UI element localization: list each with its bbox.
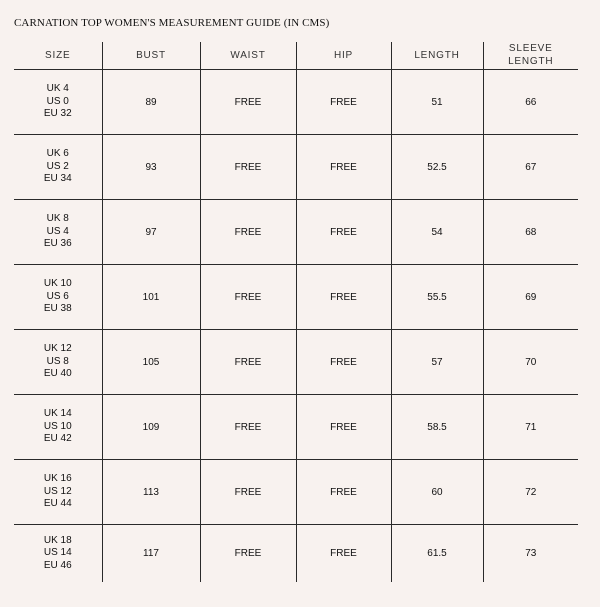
cell-hip: FREE <box>296 265 391 330</box>
cell-size <box>14 135 102 200</box>
cell-hip: FREE <box>296 525 391 583</box>
cell-size <box>14 265 102 330</box>
cell-sleeve: 70 <box>483 330 578 395</box>
header-hip: HIP <box>296 42 391 70</box>
table-row <box>14 135 578 200</box>
header-size: SIZE <box>14 42 102 70</box>
cell-sleeve: 72 <box>483 460 578 525</box>
cell-hip: FREE <box>296 460 391 525</box>
cell-waist: FREE <box>200 525 296 583</box>
cell-size <box>14 395 102 460</box>
guide-title: CARNATION TOP WOMEN'S MEASUREMENT GUIDE (IN CMS) <box>14 17 330 29</box>
size-uk: UK 18 <box>43 534 72 546</box>
size-uk: UK 14 <box>43 408 72 420</box>
size-uk: UK 10 <box>43 278 72 290</box>
header-bust: BUST <box>102 42 200 70</box>
size-eu: EU 32 <box>43 108 72 120</box>
table-row <box>14 200 578 265</box>
header-sleeve-length <box>483 42 578 70</box>
cell-waist: FREE <box>200 135 296 200</box>
size-us: US 6 <box>46 290 69 302</box>
table-row <box>14 265 578 330</box>
header-row <box>14 42 578 70</box>
cell-sleeve: 67 <box>483 135 578 200</box>
cell-length: 55.5 <box>391 265 483 330</box>
table-row <box>14 330 578 395</box>
cell-bust: 105 <box>102 330 200 395</box>
cell-waist: FREE <box>200 460 296 525</box>
size-eu: EU 40 <box>43 368 72 380</box>
cell-bust: 117 <box>102 525 200 583</box>
cell-length: 58.5 <box>391 395 483 460</box>
table-row <box>14 70 578 135</box>
cell-sleeve: 66 <box>483 70 578 135</box>
cell-bust: 97 <box>102 200 200 265</box>
size-uk: UK 4 <box>46 83 69 95</box>
cell-length: 51 <box>391 70 483 135</box>
table-body <box>14 70 578 583</box>
cell-size <box>14 460 102 525</box>
cell-waist: FREE <box>200 200 296 265</box>
size-eu: EU 42 <box>43 433 72 445</box>
size-us: US 10 <box>43 420 72 432</box>
cell-waist: FREE <box>200 330 296 395</box>
size-uk: UK 8 <box>46 213 69 225</box>
header-waist: WAIST <box>200 42 296 70</box>
cell-length: 61.5 <box>391 525 483 583</box>
size-us: US 14 <box>43 547 72 559</box>
header-length: LENGTH <box>391 42 483 70</box>
size-uk: UK 16 <box>43 473 72 485</box>
size-uk: UK 12 <box>43 343 72 355</box>
cell-size <box>14 200 102 265</box>
cell-size <box>14 330 102 395</box>
size-uk: UK 6 <box>46 148 69 160</box>
cell-waist: FREE <box>200 265 296 330</box>
cell-sleeve: 69 <box>483 265 578 330</box>
size-eu: EU 38 <box>43 303 72 315</box>
cell-bust: 109 <box>102 395 200 460</box>
table-row <box>14 525 578 583</box>
size-us: US 0 <box>46 95 69 107</box>
cell-hip: FREE <box>296 200 391 265</box>
table-row <box>14 395 578 460</box>
cell-waist: FREE <box>200 70 296 135</box>
cell-waist: FREE <box>200 395 296 460</box>
cell-size <box>14 525 102 583</box>
cell-size <box>14 70 102 135</box>
cell-bust: 93 <box>102 135 200 200</box>
cell-length: 57 <box>391 330 483 395</box>
measurement-table <box>14 42 578 582</box>
cell-hip: FREE <box>296 395 391 460</box>
size-us: US 8 <box>46 355 69 367</box>
table-row <box>14 460 578 525</box>
header-sleeve-line2: LENGTH <box>508 55 554 67</box>
size-eu: EU 34 <box>43 173 72 185</box>
size-eu: EU 36 <box>43 238 72 250</box>
cell-sleeve: 73 <box>483 525 578 583</box>
cell-length: 54 <box>391 200 483 265</box>
cell-hip: FREE <box>296 330 391 395</box>
size-eu: EU 44 <box>43 498 72 510</box>
header-sleeve-line1: SLEEVE <box>508 43 553 54</box>
size-eu: EU 46 <box>43 559 72 571</box>
cell-hip: FREE <box>296 70 391 135</box>
cell-bust: 101 <box>102 265 200 330</box>
size-us: US 4 <box>46 225 69 237</box>
cell-length: 60 <box>391 460 483 525</box>
cell-hip: FREE <box>296 135 391 200</box>
cell-sleeve: 68 <box>483 200 578 265</box>
cell-bust: 113 <box>102 460 200 525</box>
cell-length: 52.5 <box>391 135 483 200</box>
size-us: US 12 <box>43 485 72 497</box>
cell-bust: 89 <box>102 70 200 135</box>
size-us: US 2 <box>46 160 69 172</box>
cell-sleeve: 71 <box>483 395 578 460</box>
